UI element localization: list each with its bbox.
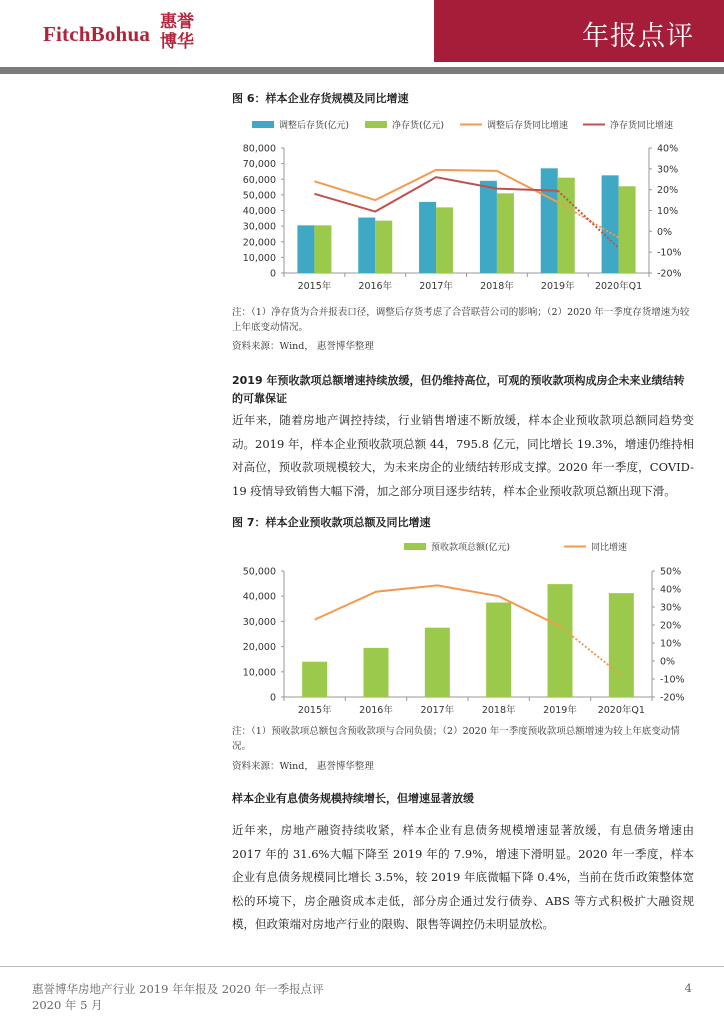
y-right-tick-label: 40% (660, 584, 682, 596)
legend-swatch-bar (252, 121, 274, 128)
x-tick-label: 2020年Q1 (597, 705, 645, 716)
bar (297, 225, 314, 273)
section-1-paragraph: 近年来，随着房地产调控持续，行业销售增速不断放缓，样本企业预收款项总额同趋势变动。2019 年，样本企业预收款项总额 44，795.8 亿元，同比增长 19.3%，增速仍维持相对高位，预收款项规模较大，为未来房企的业绩结转形成支撑。2020 年一季度，COVID-19 疫情导致销售大幅下滑，加之部分项目逐步结转，样本企业预收款项总额出现下滑。 (232, 413, 694, 498)
x-tick-label: 2016年 (358, 281, 393, 292)
figure-7-note: 注：（1）预收款项总额包含预收款项与合同负债；（2）2020 年一季度预收款项总额增速为较上年底变动情况。 (232, 726, 680, 752)
bar (602, 175, 619, 273)
x-tick-label: 2017年 (419, 281, 453, 292)
y-right-tick-label: -10% (660, 674, 685, 686)
y-left-tick-label: 40,000 (242, 591, 276, 603)
legend-label: 预收款项总额(亿元) (431, 543, 511, 553)
y-right-tick-label: 10% (660, 638, 682, 650)
footer-divider (0, 966, 724, 967)
y-right-tick-label: 30% (660, 602, 682, 614)
y-right-tick-label: 20% (660, 620, 682, 632)
y-right-tick-label: -20% (657, 268, 682, 280)
legend-label: 净存货同比增速 (610, 121, 674, 131)
y-left-tick-label: 70,000 (242, 159, 276, 171)
y-left-tick-label: 80,000 (242, 143, 276, 155)
y-right-tick-label: 10% (657, 206, 679, 217)
x-tick-label: 2019年 (540, 281, 575, 292)
bar (486, 603, 511, 698)
report-type-banner (434, 0, 724, 62)
legend-label: 净存货(亿元) (392, 121, 445, 131)
y-right-tick-label: 0% (657, 226, 673, 238)
x-tick-label: 2015年 (297, 281, 332, 292)
logo-english: FitchBohua (43, 22, 151, 46)
x-tick-label: 2019年 (543, 705, 577, 716)
logo-chinese: 惠誉博华 (160, 12, 194, 52)
y-left-tick-label: 0 (269, 692, 276, 704)
legend-label: 调整后存货同比增速 (487, 121, 569, 131)
x-tick-label: 2020年Q1 (594, 281, 643, 292)
bar (364, 648, 389, 697)
y-right-tick-label: 20% (657, 185, 679, 197)
bar (548, 584, 573, 697)
y-left-tick-label: 0 (269, 268, 276, 280)
y-right-tick-label: 0% (660, 656, 676, 668)
bar (609, 593, 634, 697)
y-left-tick-label: 30,000 (242, 616, 276, 628)
bar (541, 168, 558, 273)
y-left-tick-label: 50,000 (242, 190, 276, 202)
y-right-tick-label: -20% (660, 692, 685, 704)
header-divider (0, 67, 724, 74)
y-right-tick-label: 40% (657, 143, 679, 155)
bar (619, 186, 636, 273)
footer-text (32, 981, 324, 1013)
figure-7-source: 资料来源：Wind， 惠誉博华整理 (232, 761, 374, 772)
page-number: 4 (684, 981, 692, 995)
report-type-label: 年报点评 (582, 21, 694, 52)
legend-label: 同比增速 (591, 543, 628, 553)
y-left-tick-label: 50,000 (242, 566, 276, 578)
figure-6-source: 资料来源：Wind， 惠誉博华整理 (232, 341, 374, 352)
y-left-tick-label: 30,000 (242, 221, 276, 233)
x-tick-label: 2015年 (297, 705, 332, 716)
bar (314, 225, 331, 273)
figure-6-chart (232, 112, 696, 302)
x-tick-label: 2018年 (480, 281, 514, 292)
bar (419, 202, 436, 273)
bar (436, 207, 453, 273)
figure-7-title: 图 7：样本企业预收款项总额及同比增速 (232, 516, 431, 529)
x-tick-label: 2016年 (359, 705, 393, 716)
legend-label: 调整后存货(亿元) (279, 121, 350, 131)
footer-report-name: 惠誉博华房地产行业 2019 年年报及 2020 年一季报点评 (32, 982, 324, 996)
section-1-title: 2019 年预收款项总额增速持续放缓，但仍维持高位，可观的预收款项构成房企未来业绩结转的可靠保证 (232, 374, 685, 405)
footer-date: 2020 年 5 月 (32, 998, 103, 1012)
figure-6-title: 图 6：样本企业存货规模及同比增速 (232, 92, 409, 105)
figure-7-chart (232, 536, 696, 719)
series-line (315, 585, 560, 626)
bar (425, 628, 450, 697)
y-left-tick-label: 10,000 (242, 667, 276, 679)
section-2-paragraph: 近年来，房地产融资持续收紧，样本企业有息债务规模增速显著放缓，有息债务增速由 2017 年的 31.6%大幅下降至 2019 年的 7.9%，增速下滑明显。2020 年一季度，样本企业有息债务规模同比增长 3.5%，较 2019 年底微幅下降 0.4%，当前在货币政策整体宽松的环境下，房企融资成本走低，部分房企通过发行债券、ABS 等方式积极扩大融资规模，但政策端对房地产行业的限购、限售等调控仍未明显放松。 (232, 823, 694, 931)
bar (480, 181, 497, 273)
series-line (314, 170, 557, 202)
y-right-tick-label: -10% (657, 247, 682, 259)
y-left-tick-label: 40,000 (242, 206, 276, 217)
y-left-tick-label: 20,000 (242, 642, 276, 654)
legend-swatch-bar (365, 121, 387, 128)
bar (358, 218, 375, 273)
y-right-tick-label: 50% (660, 566, 682, 578)
page-header (0, 0, 724, 72)
y-left-tick-label: 20,000 (242, 237, 276, 249)
bar (497, 193, 514, 273)
y-left-tick-label: 10,000 (242, 252, 276, 264)
bar (558, 178, 575, 273)
x-tick-label: 2018年 (481, 705, 516, 716)
y-right-tick-label: 30% (657, 164, 679, 176)
section-2-title: 样本企业有息债务规模持续增长，但增速显著放缓 (232, 792, 474, 805)
x-tick-label: 2017年 (420, 705, 455, 716)
bar (302, 662, 327, 697)
bar (375, 221, 392, 273)
y-left-tick-label: 60,000 (242, 174, 276, 186)
figure-6-note: 注：（1）净存货为合并报表口径，调整后存货考虑了合营联营公司的影响；（2）2020 年一季度存货增速为较上年底变动情况。 (232, 307, 690, 333)
legend-swatch-bar (404, 543, 426, 550)
